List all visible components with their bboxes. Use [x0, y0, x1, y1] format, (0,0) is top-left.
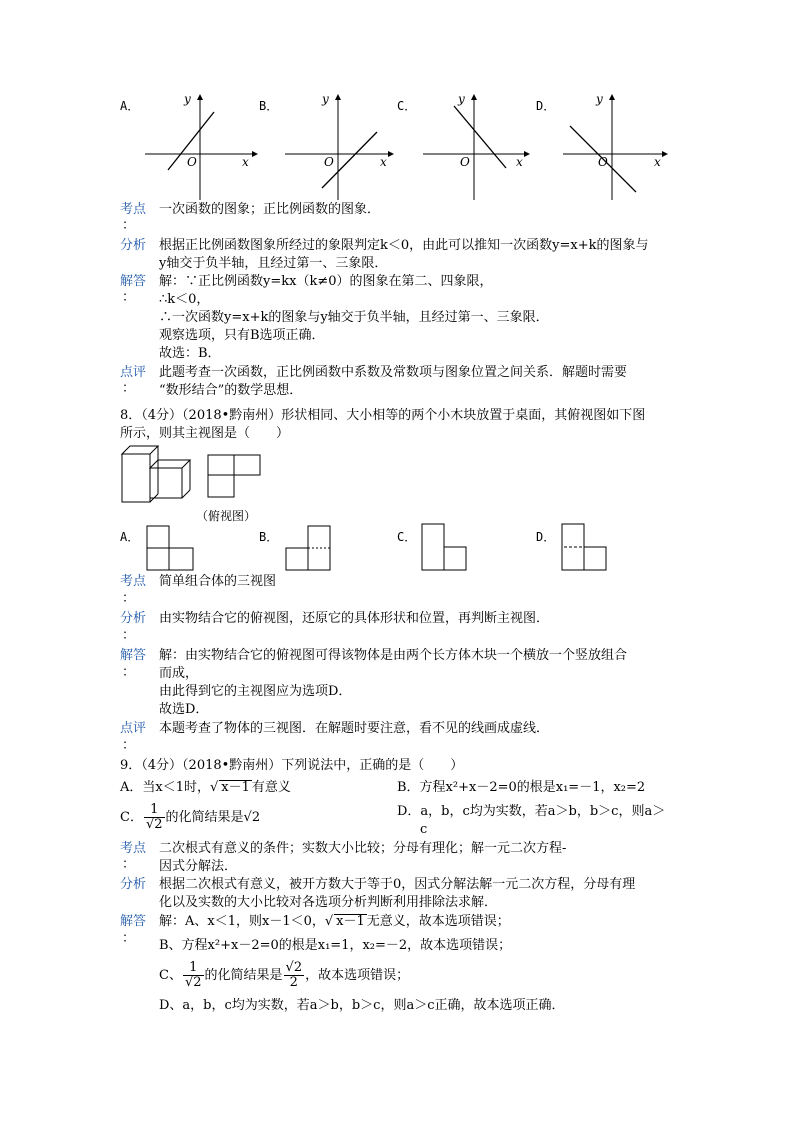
q8-dianping-label: 点评	[120, 721, 147, 736]
q8-top-view-caption: （俯视图）	[196, 509, 257, 523]
q7-d-axis-x: x	[654, 155, 661, 169]
q8-jieda-label: 解答	[120, 648, 147, 663]
q7-option-a-label: A．	[120, 99, 140, 113]
q8-stem-line1: 8．（4分）（2018•黔南州）形状相同、大小相等的两个小木块放置于桌面，其俯视图如下图	[120, 408, 646, 423]
q9-kaodian-label: 考点	[120, 841, 147, 856]
q7-option-d-label: D．	[536, 99, 556, 113]
q7-c-axis-y: y	[458, 92, 465, 106]
q9-jieda-c-fraction1	[183, 961, 204, 990]
q8-option-d-label: D．	[536, 530, 556, 544]
q8-kaodian-label: 考点	[120, 574, 147, 589]
q7-c-axis-x: x	[516, 155, 523, 169]
q9-jieda-label: 解答	[120, 914, 147, 929]
q8-top-view-figure	[206, 453, 266, 499]
q9-jieda-c-denominator1: √2	[184, 975, 202, 990]
q9-jieda-c-post: ，故本选项错误；	[305, 968, 410, 983]
q8-dianping-text: 本题考查了物体的三视图．在解题时要注意，看不见的线画成虚线．	[159, 721, 550, 736]
q7-option-b-label: B．	[259, 99, 279, 113]
q7-dianping-colon: ：	[122, 381, 136, 396]
q7-kaodian-label: 考点	[120, 202, 147, 217]
q7-jieda-line1: 解：∵正比例函数y=kx（k≠0）的图象在第二、四象限，	[159, 274, 493, 289]
q8-dianping-colon: ：	[122, 738, 136, 753]
q7-a-origin: O	[187, 155, 197, 169]
q8-blocks-figure	[118, 444, 198, 504]
q7-jieda-label: 解答	[120, 274, 147, 289]
q8-option-b-label: B．	[259, 530, 279, 544]
q9-jieda-c-denominator2: 2	[289, 975, 298, 990]
q8-jieda-line3: 由此得到它的主视图应为选项D．	[159, 684, 352, 699]
q9-jieda-a-radicand: x－1	[336, 914, 365, 929]
q7-a-axis-y: y	[184, 92, 191, 106]
q8-stem-line2: 所示，则其主视图是（ ）	[120, 426, 290, 441]
q9-option-c-pre: C．	[120, 810, 143, 825]
q7-d-origin: O	[598, 155, 608, 169]
q7-d-axis-y: y	[596, 92, 603, 106]
q9-option-d-line1: D．a，b，c均为实数，若a＞b，b＞c，则a＞	[397, 804, 666, 819]
q8-kaodian-text: 简单组合体的三视图	[159, 574, 277, 589]
q9-jieda-c-mid: 的化简结果是	[204, 968, 283, 983]
q9-option-c	[120, 803, 260, 832]
q9-jieda-c-fraction2	[284, 961, 305, 990]
q7-a-axis-x: x	[242, 155, 249, 169]
q9-jieda-d: D、a，b，c均为实数，若a＞b，b＞c，则a＞c正确，故本选项正确．	[159, 998, 565, 1013]
q7-b-axis-x: x	[380, 155, 387, 169]
q9-option-c-fraction	[144, 803, 165, 832]
q9-kaodian-line1: 二次根式有意义的条件；实数大小比较；分母有理化；解一元二次方程-	[159, 841, 567, 856]
q8-option-d-figure	[560, 522, 610, 572]
q7-b-origin: O	[324, 155, 334, 169]
q9-fenxi-label: 分析	[120, 877, 147, 892]
q7-b-axis-y: y	[322, 92, 329, 106]
q7-fenxi-line1: 根据正比例函数图象所经过的象限判定k＜0，由此可以推知一次函数y=x+k的图象与	[159, 238, 649, 253]
q9-jieda-a-pre: 解：A、x＜1，则x－1＜0，	[159, 914, 325, 929]
q7-graph-a	[140, 92, 260, 202]
q9-option-a	[120, 779, 291, 797]
q9-kaodian-line2: 因式分解法．	[159, 859, 238, 874]
q8-option-a-figure	[145, 524, 197, 572]
q7-fenxi-label: 分析	[120, 238, 147, 253]
q8-jieda-line2: 而成，	[159, 666, 199, 681]
sqrt-symbol: √	[324, 914, 334, 929]
q9-jieda-c-numerator2: √2	[285, 960, 303, 975]
q9-option-c-mid: 的化简结果是	[165, 810, 244, 825]
q9-jieda-c	[159, 961, 409, 990]
q7-jieda-line4: 观察选项，只有B选项正确．	[159, 328, 325, 343]
q9-kaodian-colon: ：	[122, 857, 136, 872]
q7-dianping-label: 点评	[120, 365, 147, 380]
q7-graph-d	[558, 92, 678, 202]
q9-jieda-c-numerator1: 1	[183, 961, 204, 976]
q8-jieda-line4: 故选D．	[159, 702, 209, 717]
q9-jieda-a-post: 无意义，故本选项错误；	[366, 914, 510, 929]
q8-option-a-label: A．	[120, 530, 140, 544]
q9-fenxi-line1: 根据二次根式有意义，被开方数大于等于0，因式分解法解一元二次方程，分母有理	[159, 877, 636, 892]
q8-option-c-figure	[420, 522, 470, 572]
q9-option-a-radicand: x－1	[221, 780, 250, 795]
q8-option-c-label: C．	[397, 530, 417, 544]
q8-jieda-line1: 解：由实物结合它的俯视图可得该物体是由两个长方体木块一个横放一个竖放组合	[159, 648, 628, 663]
q7-jieda-colon: ：	[122, 290, 136, 305]
q7-jieda-line5: 故选：B．	[159, 346, 221, 361]
q8-kaodian-colon: ：	[122, 591, 136, 606]
q8-fenxi-colon: ：	[122, 628, 136, 643]
q7-kaodian-colon: ：	[122, 218, 136, 233]
q9-jieda-a	[159, 913, 510, 931]
q9-option-a-post: 有意义	[251, 780, 291, 795]
q9-jieda-c-pre: C、	[159, 968, 182, 983]
q7-kaodian-text: 一次函数的图象；正比例函数的图象．	[159, 202, 381, 217]
q7-graph-b	[280, 92, 400, 202]
q7-jieda-line3: ∴一次函数y=x+k的图象与y轴交于负半轴，且经过第一、三象限．	[159, 310, 549, 325]
sqrt-symbol: √	[210, 780, 219, 795]
q7-dianping-line2: “数形结合”的数学思想．	[159, 383, 303, 398]
q9-option-c-value: √2	[243, 810, 261, 825]
q8-fenxi-text: 由实物结合它的俯视图，还原它的具体形状和位置，再判断主视图．	[159, 611, 550, 626]
q9-option-a-pre: A．当x＜1时，	[120, 780, 210, 795]
q8-fenxi-label: 分析	[120, 611, 147, 626]
q9-fenxi-line2: 化以及实数的大小比较对各选项分析判断利用排除法求解．	[159, 895, 498, 910]
q9-option-b: B．方程x²+x－2=0的根是x₁=－1，x₂=2	[397, 780, 646, 795]
q8-option-b-figure	[284, 524, 336, 572]
q7-c-origin: O	[460, 155, 470, 169]
q7-dianping-line1: 此题考查一次函数，正比例函数中系数及常数项与图象位置之间关系．解题时需要	[159, 365, 628, 380]
q9-option-d-line2: c	[420, 822, 428, 837]
q9-jieda-colon: ：	[122, 931, 136, 946]
q7-jieda-line2: ∴k＜0，	[159, 292, 210, 307]
q7-fenxi-line2: y轴交于负半轴，且经过第一、三象限．	[159, 256, 388, 271]
q7-option-c-label: C．	[397, 99, 417, 113]
q7-graph-c	[418, 92, 538, 202]
q9-option-c-numerator: 1	[144, 803, 165, 818]
q8-jieda-colon: ：	[122, 665, 136, 680]
q9-option-c-denominator: √2	[145, 817, 163, 832]
q9-stem: 9．（4分）（2018•黔南州）下列说法中，正确的是（ ）	[120, 758, 464, 773]
q9-jieda-b: B、方程x²+x－2=0的根是x₁=1，x₂=－2，故本选项错误；	[159, 938, 512, 953]
